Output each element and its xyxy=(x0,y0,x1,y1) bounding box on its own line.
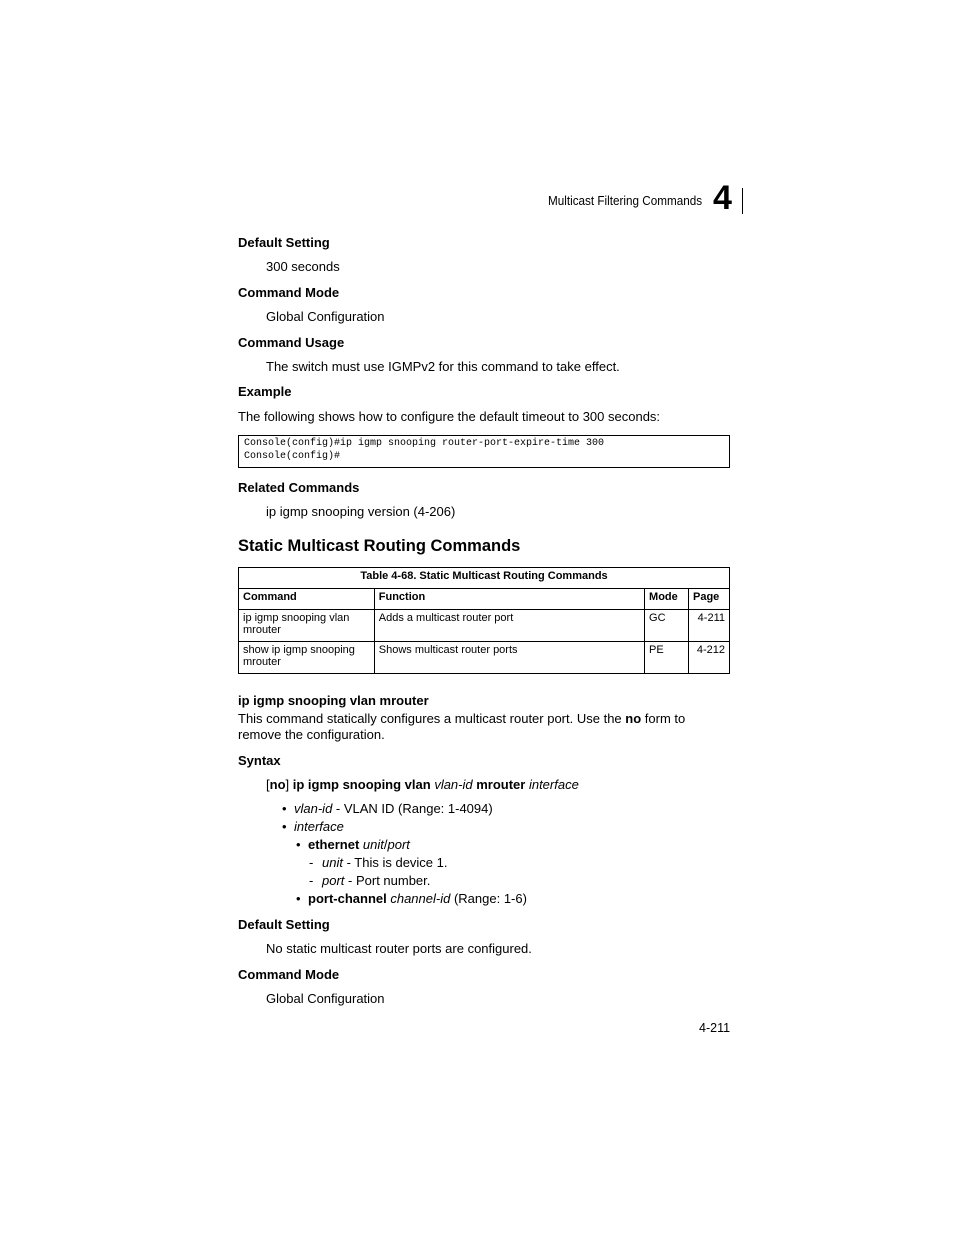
table-cell: 4-211 xyxy=(689,610,730,642)
command-mode-heading: Command Mode xyxy=(238,285,340,300)
dash-marker: - xyxy=(309,873,314,888)
column-header-mode: Mode xyxy=(645,589,689,610)
column-header-page: Page xyxy=(689,589,730,610)
table-cell: GC xyxy=(645,610,689,642)
command-usage-heading: Command Usage xyxy=(238,335,345,350)
command-mode-text: Global Configuration xyxy=(266,309,385,324)
param-name: interface xyxy=(294,819,344,834)
param-name: unit xyxy=(362,837,384,852)
param-name: unit xyxy=(322,855,343,870)
commands-table xyxy=(238,567,730,674)
running-header-title: Multicast Filtering Commands xyxy=(548,193,703,208)
table-cell: ip igmp snooping vlan mrouter xyxy=(239,610,375,642)
command-mode-text: Global Configuration xyxy=(266,991,385,1006)
syntax-part: ip igmp snooping vlan xyxy=(292,777,435,792)
param-unit xyxy=(322,855,448,870)
example-text: The following shows how to configure the default timeout to 300 seconds: xyxy=(238,409,661,424)
desc-text: remove the configuration. xyxy=(238,727,385,742)
param-keyword: ethernet xyxy=(308,837,363,852)
bullet-marker: • xyxy=(296,837,301,852)
section-title: Static Multicast Routing Commands xyxy=(238,537,521,555)
default-setting-heading: Default Setting xyxy=(238,235,330,250)
table-cell: Adds a multicast router port xyxy=(374,610,644,642)
param-vlan-id xyxy=(294,801,493,816)
chapter-number: 4 xyxy=(713,179,732,217)
bullet-marker: • xyxy=(282,801,287,816)
desc-text: This command statically configures a multicast router port. Use the xyxy=(238,711,626,726)
param-port-channel xyxy=(308,891,527,906)
param-desc: - This is device 1. xyxy=(342,855,448,870)
syntax-part: ] xyxy=(285,777,293,792)
param-name: port xyxy=(322,873,345,888)
param-name: port xyxy=(387,837,410,852)
param-keyword: port-channel xyxy=(308,891,391,906)
table-caption: Table 4-68. Static Multicast Routing Commands xyxy=(239,568,730,589)
code-line: Console(config)# xyxy=(244,451,341,462)
syntax-part: vlan-id xyxy=(434,777,473,792)
bullet-marker: • xyxy=(282,819,287,834)
syntax-part: [ xyxy=(266,777,270,792)
param-desc: - Port number. xyxy=(344,873,431,888)
syntax-line xyxy=(266,777,579,792)
related-commands-heading: Related Commands xyxy=(238,480,360,495)
syntax-part: mrouter xyxy=(472,777,529,792)
syntax-part: interface xyxy=(528,777,579,792)
table-row xyxy=(239,610,730,642)
dash-marker: - xyxy=(309,855,314,870)
column-header-function: Function xyxy=(374,589,644,610)
syntax-heading: Syntax xyxy=(238,753,281,768)
desc-text: form to xyxy=(641,711,686,726)
code-example xyxy=(238,435,730,468)
param-ethernet xyxy=(308,837,410,852)
bullet-marker: • xyxy=(296,891,301,906)
column-header-command: Command xyxy=(239,589,375,610)
param-port xyxy=(322,873,430,888)
command-mode-heading: Command Mode xyxy=(238,967,340,982)
param-name: vlan-id xyxy=(294,801,333,816)
command-description xyxy=(238,711,730,743)
desc-keyword: no xyxy=(625,711,642,726)
chapter-divider xyxy=(742,188,743,214)
table-cell: Shows multicast router ports xyxy=(374,642,644,674)
param-interface xyxy=(294,819,344,834)
default-setting-heading: Default Setting xyxy=(238,917,330,932)
table-row xyxy=(239,642,730,674)
table-cell: 4-212 xyxy=(689,642,730,674)
example-heading: Example xyxy=(238,384,292,399)
default-setting-text: No static multicast router ports are configured. xyxy=(266,941,532,956)
command-usage-text: The switch must use IGMPv2 for this command to take effect. xyxy=(266,359,620,374)
param-sep: / xyxy=(383,837,388,852)
param-name: channel-id xyxy=(390,891,451,906)
page-number: 4-211 xyxy=(699,1021,731,1035)
related-commands-text: ip igmp snooping version (4-206) xyxy=(266,504,456,519)
param-desc: (Range: 1-6) xyxy=(450,891,527,906)
param-desc: - VLAN ID (Range: 1-4094) xyxy=(332,801,493,816)
table-cell: PE xyxy=(645,642,689,674)
command-name-heading: ip igmp snooping vlan mrouter xyxy=(238,693,429,708)
syntax-part: no xyxy=(269,777,286,792)
code-line: Console(config)#ip igmp snooping router-port-expire-time 300 xyxy=(244,438,605,449)
table-cell: show ip igmp snooping mrouter xyxy=(239,642,375,674)
default-setting-text: 300 seconds xyxy=(266,259,340,274)
